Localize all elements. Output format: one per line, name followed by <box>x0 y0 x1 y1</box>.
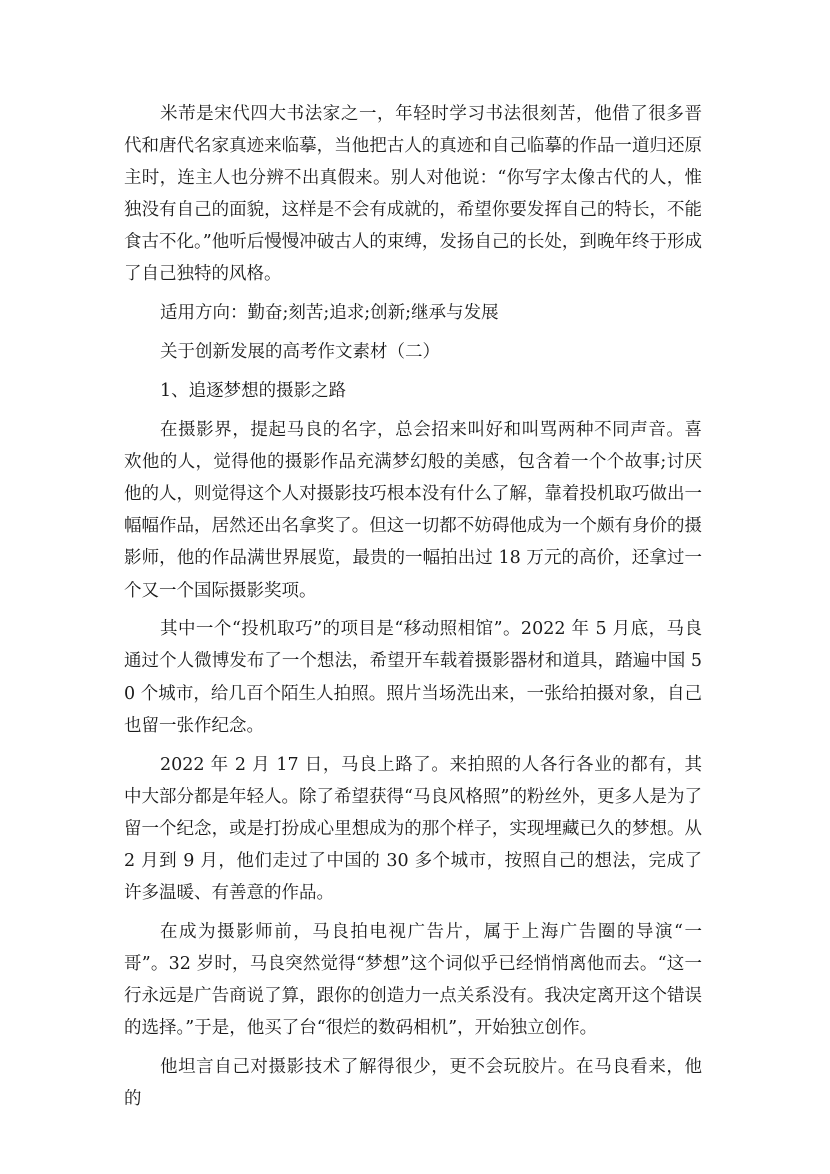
paragraph-journey-start: 2022 年 2 月 17 日，马良上路了。来拍照的人各行各业的都有，其中大部分都是年轻人。除了希望获得“马良风格照”的粉丝外，更多人是为了留一个纪念，或是打扮成心里想成为的那个样子，实现埋藏已久的梦想。从 2 月到 9 月，他们走过了中国的 30 多个城市，按照自己的想法，完成了许多温暖、有善意的作品。 <box>124 754 702 903</box>
paragraph-technique: 他坦言自己对摄影技术了解得很少，更不会玩胶片。在马良看来，他的 <box>124 1057 702 1110</box>
section-heading: 关于创新发展的高考作文素材（二） <box>160 342 440 363</box>
subsection-heading: 1、追逐梦想的摄影之路 <box>160 381 347 402</box>
paragraph-before-photographer: 在成为摄影师前，马良拍电视广告片，属于上海广告圈的导演“一哥”。32 岁时，马良突然觉得“梦想”这个词似乎已经悄悄离他而去。“这一行永远是广告商说了算，跟你的创造力一点关系没有。我决定离开这个错误的选择。”于是，他买了台“很烂的数码相机”，开始独立创作。 <box>124 921 702 1039</box>
paragraph-mobile-studio: 其中一个“投机取巧”的项目是“移动照相馆”。2022 年 5 月底，马良通过个人微博发布了一个想法，希望开车载着摄影器材和道具，踏遍中国 50 个城市，给几百个陌生人拍照。照片当场洗出来，一张给拍摄对象，自己也留一张作纪念。 <box>124 619 702 736</box>
document-body <box>124 98 702 1122</box>
paragraph-mifu-story: 米芾是宋代四大书法家之一，年轻时学习书法很刻苦，他借了很多晋代和唐代名家真迹来临摹，当他把古人的真迹和自己临摹的作品一道归还原主时，连主人也分辨不出真假来。别人对他说：“你写字太像古代的人，惟独没有自己的面貌，这样是不会有成就的，希望你要发挥自己的特长，不能食古不化。”他听后慢慢冲破古人的束缚，发扬自己的长处，到晚年终于形成了自己独特的风格。 <box>124 104 702 285</box>
paragraph-photography-world: 在摄影界，提起马良的名字，总会招来叫好和叫骂两种不同声音。喜欢他的人，觉得他的摄影作品充满梦幻般的美感，包含着一个个故事;讨厌他的人，则觉得这个人对摄影技巧根本没有什么了解，靠着投机取巧做出一幅幅作品，居然还出名拿奖了。但这一切都不妨碍他成为一个颇有身价的摄影师，他的作品满世界展览，最贵的一幅拍出过 18 万元的高价，还拿过一个又一个国际摄影奖项。 <box>124 420 702 601</box>
paragraph-applicable-directions: 适用方向：勤奋;刻苦;追求;创新;继承与发展 <box>160 303 499 324</box>
